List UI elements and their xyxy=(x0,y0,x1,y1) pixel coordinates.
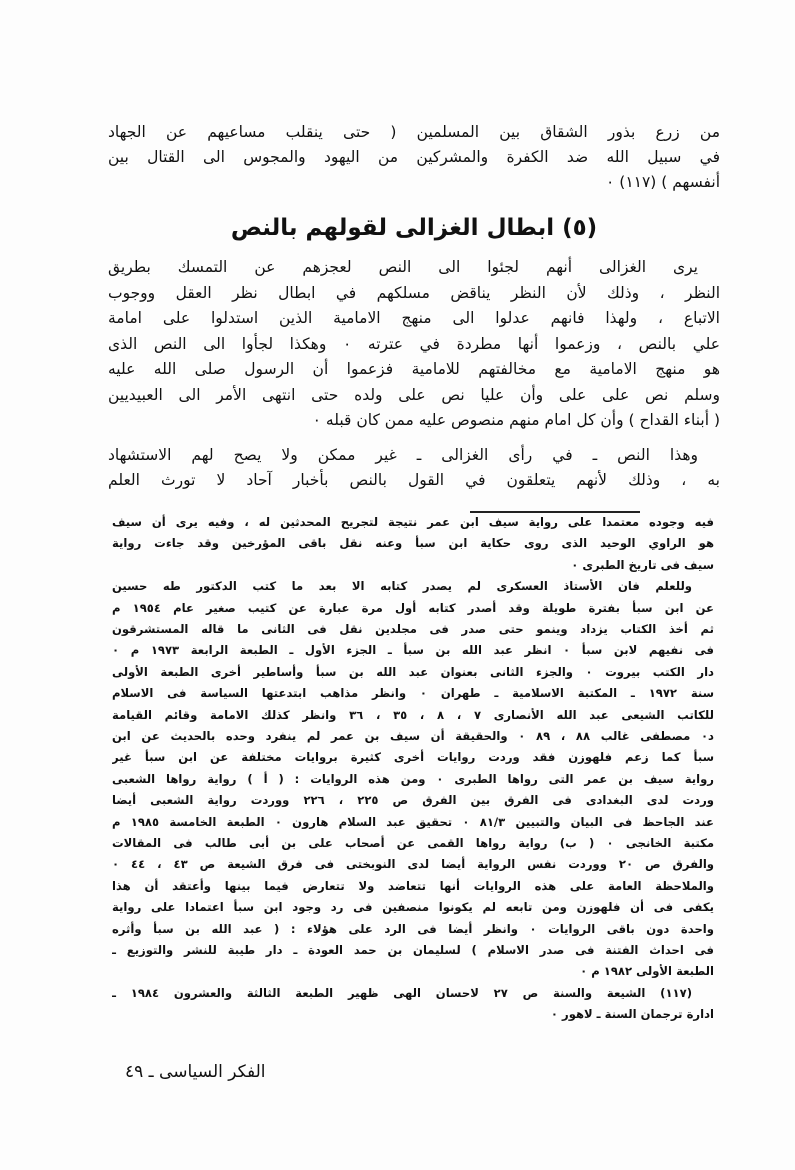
body-line: هو منهج الامامية مع مخالفتهم للامامية فزعموا أن الرسول صلى الله عليه xyxy=(108,360,720,378)
footnote-line: وللعلم فان الأستاذ العسكرى لم يصدر كتابه الا بعد ما كتب الدكتور طه حسين xyxy=(112,579,692,594)
page-footer: الفكر السياسى ـ ٤٩ xyxy=(125,1062,266,1082)
footnote-line: واحدة دون باقى الروايات ٠ وانظر أيضا فى الرد على هؤلاء : ( عبد الله بن سبأ وأثره xyxy=(112,921,714,936)
body-line: في سبيل الله ضد الكفرة والمشركين من اليهود والمجوس الى القتال بين xyxy=(108,148,720,166)
body-line: أنفسهم ) (١١٧) ٠ xyxy=(606,173,720,191)
footnote-line: سيف فى تاريخ الطبرى ٠ xyxy=(571,557,714,572)
footnote-line: مكتبة الخانجى ٠ ( ب) رواية رواها القمى عن أصحاب على بن أبى طالب فى المقالات xyxy=(112,836,714,850)
body-line: وسلم نص على على وأن عليا نص على ولده حتى انتهى الأمر الى العبيديين xyxy=(108,386,720,404)
section-heading: (٥) ابطال الغزالى لقولهم بالنص xyxy=(230,215,598,241)
footnote-line: يكفى فى أن فلهوزن ومن تابعه لم يكونوا منصفين فى رد وجود ابن سبأ اعتمادا على رواية xyxy=(112,900,714,915)
footnote-line: فيه وجوده معتمدا على رواية سيف ابن عمر نتيجة لتجريح المحدثين له ، وفيه يرى أن سيف xyxy=(112,515,714,529)
footnote-line: فى احداث الفتنة فى صدر الاسلام ) لسليمان بن حمد العودة ـ دار طيبة للنشر والتوزيع ـ xyxy=(112,943,714,957)
footnote-line: للكاتب الشيعى عبد الله الأنصارى ٧ ، ٨ ، ٣٥ ، ٣٦ وانظر كذلك الامامة وقائم القيامة xyxy=(112,707,714,722)
body-line: ( أبناء القداح ) وأن كل امام منهم منصوص عليه ممن كان قبله ٠ xyxy=(312,411,720,429)
body-line: علي بالنص ، وزعموا أنها مطردة في عترته ٠ وهكذا لجأوا الى النص الذى xyxy=(108,335,720,353)
footnote-line: دار الكتب بيروت ٠ والجزء الثانى بعنوان عبد الله بن سبأ وأساطير أخرى الطبعة الأولى xyxy=(112,664,714,679)
footnote-line: ثم أخذ الكتاب يزداد وينمو حتى صدر فى مجلدين نقل فى الثانى ما قاله المستشرقون xyxy=(112,622,714,636)
footnote-line: والملاحظة العامة على هذه الروايات أنها تتعاضد ولا تتعارض فيما بينها وأعتقد أن هذا xyxy=(112,878,714,893)
body-line: به ، وذلك لأنهم يتعلقون في القول بالنص بأخبار آحاد لا تورث العلم xyxy=(108,471,720,489)
footnote-line: سبأ كما زعم فلهوزن فقد وردت روايات أخرى كثيرة بروايات مختلفة عن ابن سبأ غير xyxy=(112,750,714,765)
footnote-line: سنة ١٩٧٢ ـ المكتبة الاسلامية ـ طهران ٠ وانظر مذاهب ابتدعتها السياسة فى الاسلام xyxy=(112,686,714,701)
body-line: النظر ، وذلك لأن النظر يناقض مسلكهم في ابطال نظر العقل ووجوب xyxy=(108,284,720,302)
footnote-line: وردت لدى البغدادى فى الفرق بين الفرق ص ٢٢٥ ، ٢٢٦ ووردت رواية الشعبى أيضا xyxy=(112,793,714,808)
footnote-line: فى نفيهم لابن سبأ ٠ انظر عبد الله بن سبأ ـ الجزء الأول ـ الطبعة الرابعة ١٩٧٣ م ٠ xyxy=(112,643,714,658)
body-line: وهذا النص ـ في رأى الغزالى ـ غير ممكن ولا يصح لهم الاستشهاد xyxy=(108,446,698,464)
body-line: يرى الغزالى أنهم لجئوا الى النص لعجزهم عن التمسك بطريق xyxy=(108,258,698,276)
body-line: من زرع بذور الشقاق بين المسلمين ( حتى ينقلب مساعيهم عن الجهاد xyxy=(108,123,720,141)
footnote-line: رواية سيف بن عمر التى رواها الطبرى ٠ ومن هذه الروايات : ( أ ) رواية رواها الشعبى xyxy=(112,771,714,786)
footnote-line: ادارة ترجمان السنة ـ لاهور ٠ xyxy=(550,1007,714,1022)
footnote-line: عن ابن سبأ بفترة طويلة وقد أصدر كتابه أول مرة عبارة عن كتيب صغير عام ١٩٥٤ م xyxy=(112,600,714,615)
body-line: الاتباع ، ولهذا فانهم عدلوا الى منهج الامامية الذين استدلوا على امامة xyxy=(108,309,720,327)
footnote-line: هو الراوي الوحيد الذى روى حكاية ابن سبأ وعنه نقل باقى المؤرخين وقد جاءت رواية xyxy=(112,536,714,551)
footnote-line: (١١٧) الشيعة والسنة ص ٢٧ لاحسان الهى ظهير الطبعة الثالثة والعشرون ١٩٨٤ ـ xyxy=(112,985,693,1000)
footnote-line: عند الجاحظ فى البيان والتبيين ٨١/٣ ٠ تحقيق عبد السلام هارون ٠ الطبعة الخامسة ١٩٨٥ م xyxy=(112,814,714,829)
footnote-line: د٠ مصطفى غالب ٨٨ ، ٨٩ ٠ والحقيقة أن سيف بن عمر لم ينفرد وحده بالحديث عن ابن xyxy=(112,729,714,743)
footnote-line: والفرق ص ٢٠ ووردت نفس الرواية أيضا لدى النوبختى فى فرق الشيعة ص ٤٣ ، ٤٤ ٠ xyxy=(112,857,714,872)
footnote-line: الطبعة الأولى ١٩٨٢ م ٠ xyxy=(580,964,714,979)
